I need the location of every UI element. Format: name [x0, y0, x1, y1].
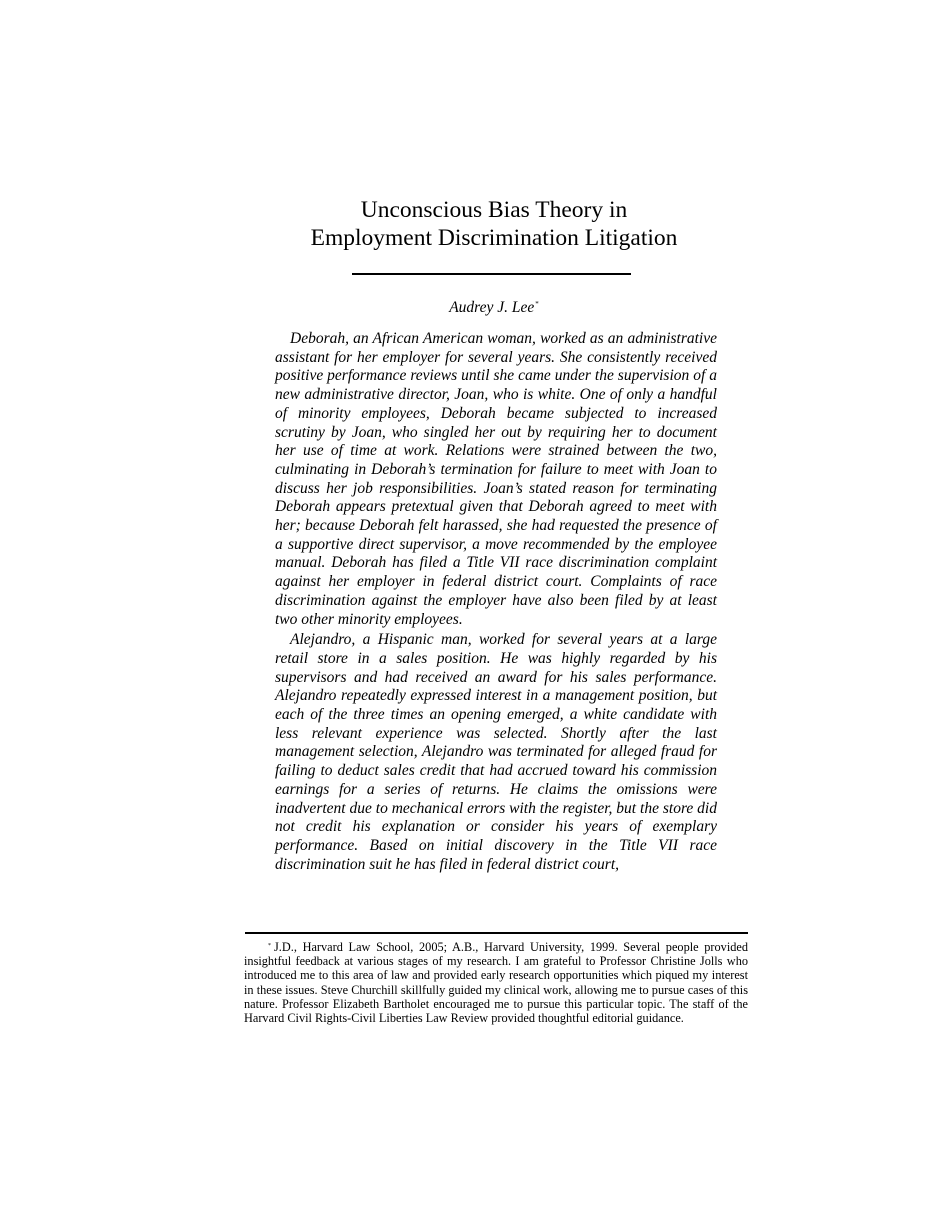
title-line-1: Unconscious Bias Theory in [360, 197, 628, 223]
title-line-2: Employment Discrimination Litigation [310, 225, 678, 251]
footnote-marker: * [268, 943, 271, 949]
body-paragraph-1: Deborah, an African American woman, worked as an administrative assistant for her employer for several years. She consistently received positive performance reviews until she came under the supervision of a new administrative director, Joan, who is white. One of only a handful of minority employees, Deborah became subjected to increased scrutiny by Joan, who singled her out by requiring her to document her use of time at work. Relations were strained between the two, culminating in Deborah’s termination for failure to meet with Joan to discuss her job responsibilities. Joan’s stated reason for terminating Deborah appears pretextual given that Deborah agreed to meet with her; because Deborah felt harassed, she had requested the presence of a supportive direct supervisor, a move recommended by the employee manual. Deborah has filed a Title VII race discrimination complaint against her employer in federal district court. Complaints of race discrimination against the employer have also been filed by at least two other minority employees. [275, 330, 717, 628]
body-paragraph-2: Alejandro, a Hispanic man, worked for several years at a large retail store in a sales position. He was highly regarded by his supervisors and had received an award for his sales performance. Alejandro repeatedly expressed interest in a management position, but each of the three times an opening emerged, a white candidate with less relevant experience was selected. Shortly after the last management selection, Alejandro was terminated for alleged fraud for failing to deduct sales credit that had accrued toward his commission earnings for a series of returns. He claims the omissions were inadvertent due to mechanical errors with the register, but the store did not credit his explanation or consider his years of exemplary performance. Based on initial discovery in the Title VII race discrimination suit he has filed in federal district court, [275, 631, 717, 873]
article-body [275, 330, 717, 876]
footnote [244, 939, 748, 1025]
title-divider [352, 273, 631, 275]
footnote-divider [245, 932, 748, 934]
article-title [0, 196, 950, 252]
author-footnote-marker[interactable]: * [535, 300, 539, 308]
author-byline [0, 294, 950, 318]
footnote-text: J.D., Harvard Law School, 2005; A.B., Harvard University, 1999. Several people provided insightful feedback at various stages of my research. I am grateful to Professor Christine Jolls who introduced me to this area of law and provided early research opportunities which piqued my interest in these issues. Steve Churchill skillfully guided my clinical work, allowing me to pursue cases of this nature. Professor Elizabeth Bartholet encouraged me to pursue this particular topic. The staff of the Harvard Civil Rights-Civil Liberties Law Review provided thoughtful editorial guidance. [244, 940, 748, 1026]
author-name: Audrey J. Lee [449, 299, 535, 316]
